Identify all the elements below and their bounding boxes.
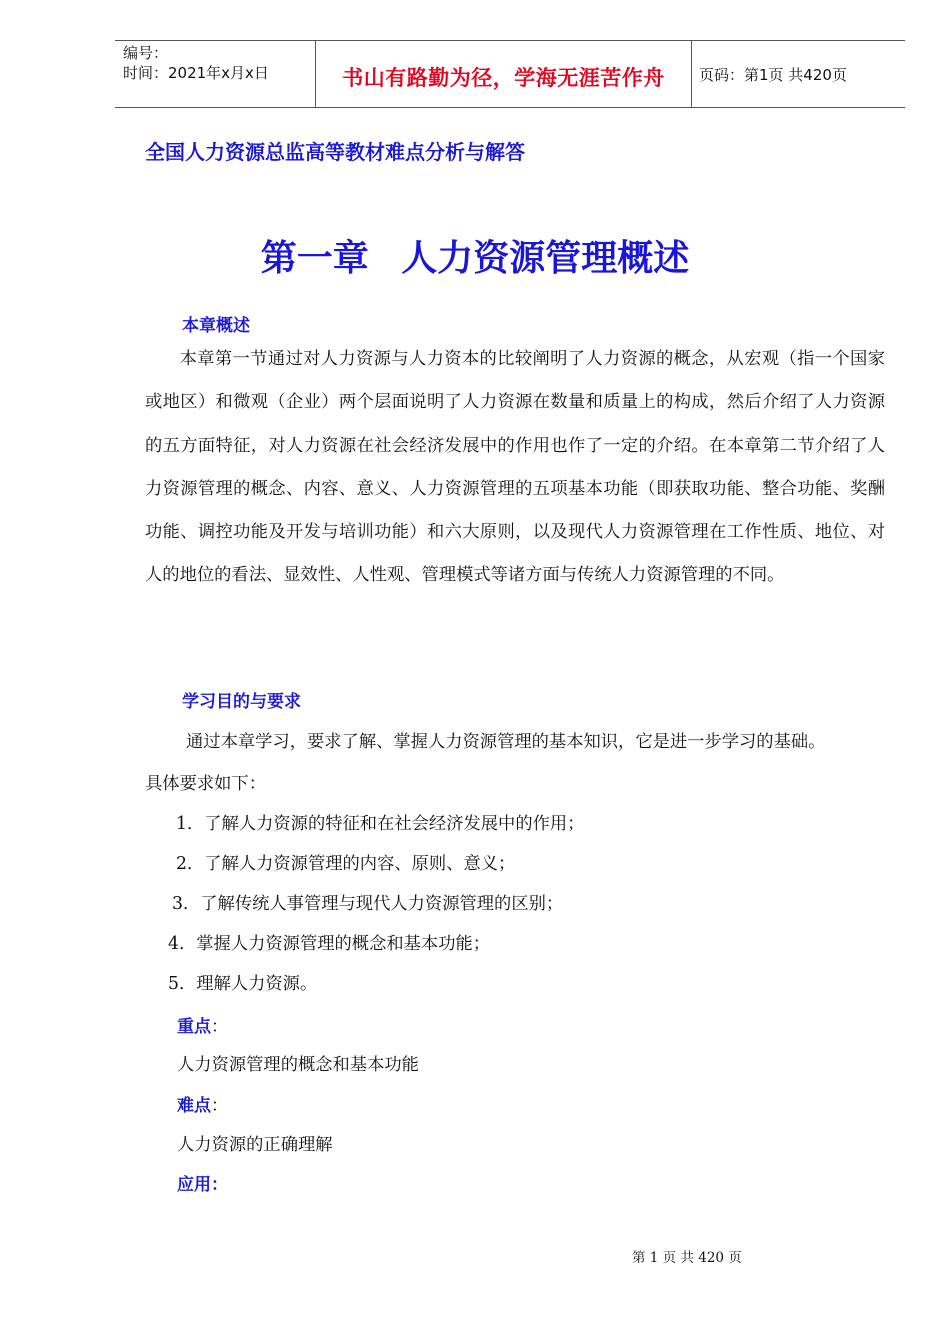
objective-item-1: 1．了解人力资源的特征和在社会经济发展中的作用；: [176, 814, 585, 834]
page-label: 页码：第1页 共420页: [699, 65, 847, 84]
key-points-label: [177, 1012, 228, 1037]
difficulty-label: [177, 1091, 228, 1116]
difficulty-colon: ：: [211, 1096, 228, 1116]
overview-paragraph: 本章第一节通过对人力资源与人力资本的比较阐明了人力资源的概念，从宏观（指一个国家或地区）和微观（企业）两个层面说明了人力资源在数量和质量上的构成，然后介绍了人力资源的五方面特征，对人力资源在社会经济发展中的作用也作了一定的介绍。在本章第二节介绍了人力资源管理的概念、内容、意义、人力资源管理的五项基本功能（即获取功能、整合功能、奖酬功能、调控功能及开发与培训功能）和六大原则，以及现代人力资源管理在工作性质、地位、对人的地位的看法、显效性、人性观、管理模式等诸方面与传统人力资源管理的不同。: [145, 349, 885, 586]
application-label: [177, 1170, 228, 1195]
key-points-colon: ：: [211, 1017, 228, 1037]
objective-item-2: 2．了解人力资源管理的内容、原则、意义；: [176, 854, 516, 874]
time-label: 时间：2021年x月x日: [123, 64, 269, 82]
chapter-title: 第一章 人力资源管理概述: [260, 238, 690, 279]
key-points-text: 人力资源管理的概念和基本功能: [177, 1055, 419, 1075]
key-points-label-text: 重点: [177, 1017, 211, 1037]
header-meta-cell: [115, 41, 315, 107]
application-label-text: 应用: [177, 1175, 211, 1195]
objectives-heading: 学习目的与要求: [182, 692, 301, 712]
code-label: 编号：: [123, 44, 169, 62]
objective-item-3: 3．了解传统人事管理与现代人力资源管理的区别；: [172, 894, 564, 914]
document-title: 全国人力资源总监高等教材难点分析与解答: [145, 140, 525, 164]
difficulty-text: 人力资源的正确理解: [177, 1135, 333, 1155]
overview-heading: 本章概述: [182, 316, 250, 336]
motto-text: 书山有路勤为径，学海无涯苦作舟: [342, 65, 665, 90]
objective-item-4: 4．掌握人力资源管理的概念和基本功能；: [168, 934, 491, 954]
objectives-intro-line1: 通过本章学习，要求了解、掌握人力资源管理的基本知识，它是进一步学习的基础。: [186, 732, 826, 752]
header-page-cell: [690, 41, 905, 107]
header-motto-cell: [315, 41, 692, 107]
objectives-intro-line2: 具体要求如下：: [145, 774, 266, 794]
page-footer: 第 1 页 共 420 页: [632, 1250, 742, 1266]
page-header-table: [115, 40, 905, 108]
objective-item-5: 5．理解人力资源。: [168, 974, 318, 994]
application-colon: ：: [211, 1175, 228, 1195]
difficulty-label-text: 难点: [177, 1096, 211, 1116]
